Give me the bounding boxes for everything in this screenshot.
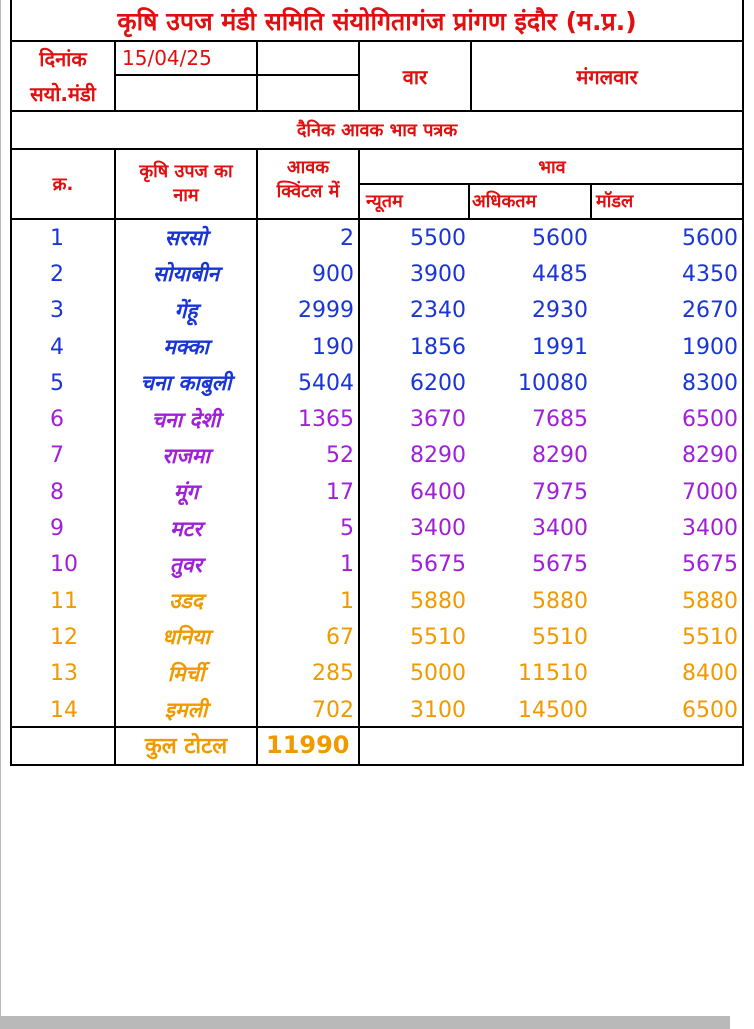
grid-line bbox=[358, 40, 360, 110]
grid-line bbox=[358, 183, 744, 185]
row-arrival: 190 bbox=[312, 334, 354, 360]
row-serial: 2 bbox=[50, 261, 64, 287]
grid-line bbox=[10, 0, 12, 766]
row-crop-name: मिर्ची bbox=[167, 661, 205, 686]
row-serial: 11 bbox=[50, 588, 78, 614]
col-header-serial: क्र. bbox=[52, 174, 74, 195]
row-serial: 8 bbox=[50, 479, 64, 505]
row-min-price: 3100 bbox=[410, 697, 466, 723]
weekday-label: वार bbox=[402, 64, 428, 89]
row-modal-price: 3400 bbox=[682, 516, 738, 542]
row-modal-price: 2670 bbox=[682, 298, 738, 324]
row-arrival: 5404 bbox=[298, 370, 354, 396]
grid-line bbox=[590, 183, 592, 218]
date-value: 15/04/25 bbox=[122, 46, 212, 70]
mandi-label: सयो.मंडी bbox=[30, 81, 96, 106]
col-header-price: भाव bbox=[538, 157, 566, 178]
row-crop-name: उडद bbox=[169, 589, 203, 614]
row-crop-name: चना देशी bbox=[151, 407, 221, 432]
row-min-price: 6200 bbox=[410, 370, 466, 396]
grid-line bbox=[10, 726, 744, 728]
row-modal-price: 8290 bbox=[682, 443, 738, 469]
grid-line bbox=[114, 148, 116, 218]
grid-line bbox=[114, 40, 116, 110]
row-min-price: 5000 bbox=[410, 661, 466, 687]
row-min-price: 5880 bbox=[410, 588, 466, 614]
col-header-max: अधिकतम bbox=[472, 191, 537, 212]
grid-line bbox=[0, 0, 1, 508]
grid-line bbox=[256, 40, 258, 110]
row-serial: 10 bbox=[50, 552, 78, 578]
row-max-price: 3400 bbox=[532, 516, 588, 542]
row-modal-price: 5510 bbox=[682, 624, 738, 650]
row-serial: 13 bbox=[50, 661, 78, 687]
row-crop-name: सोयाबीन bbox=[152, 262, 220, 287]
row-arrival: 702 bbox=[312, 697, 354, 723]
grid-line bbox=[256, 218, 258, 764]
row-crop-name: धनिया bbox=[162, 625, 210, 650]
row-arrival: 2 bbox=[340, 225, 354, 251]
row-serial: 9 bbox=[50, 516, 64, 542]
row-arrival: 5 bbox=[340, 516, 354, 542]
row-crop-name: मूंग bbox=[173, 480, 199, 505]
col-header-modal: मॉडल bbox=[596, 191, 634, 212]
row-arrival: 1 bbox=[340, 588, 354, 614]
row-max-price: 14500 bbox=[518, 697, 588, 723]
row-arrival: 17 bbox=[326, 479, 354, 505]
row-max-price: 5880 bbox=[532, 588, 588, 614]
weekday-value: मंगलवार bbox=[576, 64, 638, 89]
row-min-price: 6400 bbox=[410, 479, 466, 505]
grid-line bbox=[468, 183, 470, 218]
row-modal-price: 5600 bbox=[682, 225, 738, 251]
row-min-price: 8290 bbox=[410, 443, 466, 469]
row-serial: 14 bbox=[50, 697, 78, 723]
row-arrival: 52 bbox=[326, 443, 354, 469]
row-serial: 12 bbox=[50, 624, 78, 650]
grid-line bbox=[470, 40, 472, 110]
total-value: 11990 bbox=[266, 731, 350, 759]
row-min-price: 5500 bbox=[410, 225, 466, 251]
row-serial: 3 bbox=[50, 298, 64, 324]
grid-line bbox=[114, 218, 116, 764]
row-serial: 1 bbox=[50, 225, 64, 251]
sheet-title: कृषि उपज मंडी समिति संयोगितागंज प्रांगण इंदौर (म.प्र.) bbox=[117, 7, 637, 36]
row-min-price: 3400 bbox=[410, 516, 466, 542]
row-modal-price: 6500 bbox=[682, 407, 738, 433]
row-crop-name: इमली bbox=[164, 698, 208, 723]
row-modal-price: 8300 bbox=[682, 370, 738, 396]
row-min-price: 2340 bbox=[410, 298, 466, 324]
row-crop-name: मक्का bbox=[163, 335, 209, 360]
row-max-price: 5510 bbox=[532, 624, 588, 650]
grid-line bbox=[358, 218, 360, 764]
row-max-price: 8290 bbox=[532, 443, 588, 469]
grid-line bbox=[114, 74, 360, 76]
row-max-price: 5675 bbox=[532, 552, 588, 578]
col-header-crop: कृषि उपज का नाम bbox=[139, 161, 233, 206]
row-crop-name: चना काबुली bbox=[140, 371, 232, 396]
grid-line bbox=[10, 40, 744, 42]
grid-line bbox=[742, 0, 744, 766]
row-serial: 5 bbox=[50, 370, 64, 396]
row-crop-name: तुवर bbox=[169, 552, 203, 577]
grid-line bbox=[256, 148, 258, 218]
row-serial: 6 bbox=[50, 407, 64, 433]
row-max-price: 2930 bbox=[532, 298, 588, 324]
row-arrival: 67 bbox=[326, 624, 354, 650]
row-min-price: 5510 bbox=[410, 624, 466, 650]
row-max-price: 1991 bbox=[532, 334, 588, 360]
row-crop-name: गेंहू bbox=[174, 298, 198, 323]
grid-line bbox=[0, 508, 1, 1016]
grid-line bbox=[10, 218, 744, 220]
row-modal-price: 4350 bbox=[682, 261, 738, 287]
grid-line bbox=[10, 764, 744, 766]
col-header-arrival: आवक क्विंटल में bbox=[276, 157, 340, 202]
row-arrival: 1 bbox=[340, 552, 354, 578]
row-serial: 7 bbox=[50, 443, 64, 469]
row-crop-name: राजमा bbox=[162, 443, 210, 468]
row-min-price: 3900 bbox=[410, 261, 466, 287]
sheet-subtitle: दैनिक आवक भाव पत्रक bbox=[296, 120, 458, 141]
row-min-price: 5675 bbox=[410, 552, 466, 578]
date-label: दिनांक bbox=[39, 46, 87, 71]
row-max-price: 7975 bbox=[532, 479, 588, 505]
row-modal-price: 5880 bbox=[682, 588, 738, 614]
col-header-min: न्यूतम bbox=[366, 191, 403, 212]
row-serial: 4 bbox=[50, 334, 64, 360]
row-modal-price: 1900 bbox=[682, 334, 738, 360]
row-arrival: 2999 bbox=[298, 298, 354, 324]
row-arrival: 900 bbox=[312, 261, 354, 287]
grid-line bbox=[10, 148, 744, 150]
total-label: कुल टोटल bbox=[144, 734, 228, 759]
row-max-price: 5600 bbox=[532, 225, 588, 251]
row-min-price: 3670 bbox=[410, 407, 466, 433]
row-modal-price: 5675 bbox=[682, 552, 738, 578]
row-crop-name: सरसो bbox=[164, 226, 208, 251]
row-arrival: 1365 bbox=[298, 407, 354, 433]
row-max-price: 7685 bbox=[532, 407, 588, 433]
row-max-price: 11510 bbox=[518, 661, 588, 687]
row-min-price: 1856 bbox=[410, 334, 466, 360]
row-arrival: 285 bbox=[312, 661, 354, 687]
row-modal-price: 6500 bbox=[682, 697, 738, 723]
row-crop-name: मटर bbox=[170, 516, 202, 541]
row-max-price: 4485 bbox=[532, 261, 588, 287]
row-max-price: 10080 bbox=[518, 370, 588, 396]
row-modal-price: 8400 bbox=[682, 661, 738, 687]
row-modal-price: 7000 bbox=[682, 479, 738, 505]
grid-line bbox=[10, 110, 744, 112]
